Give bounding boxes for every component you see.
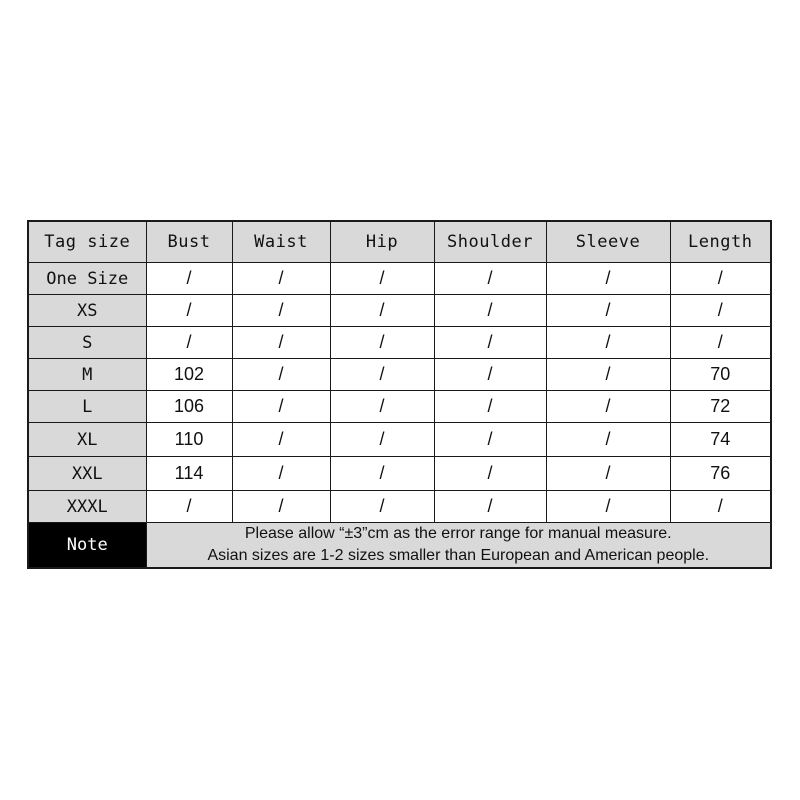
waist-cell: / [232,263,330,295]
length-cell: / [670,295,771,327]
shoulder-cell: / [434,457,546,491]
sleeve-cell: / [546,391,670,423]
header-tag-size: Tag size [28,221,146,263]
header-bust: Bust [146,221,232,263]
table-row [28,263,771,295]
shoulder-cell: / [434,263,546,295]
waist-cell: / [232,423,330,457]
header-sleeve: Sleeve [546,221,670,263]
waist-cell: / [232,457,330,491]
hip-cell: / [330,327,434,359]
bust-cell: / [146,327,232,359]
sleeve-cell: / [546,359,670,391]
hip-cell: / [330,491,434,523]
length-cell: 74 [670,423,771,457]
header-length: Length [670,221,771,263]
length-cell: / [670,263,771,295]
table-header-row [28,221,771,263]
sleeve-cell: / [546,327,670,359]
table-row [28,457,771,491]
table-row [28,327,771,359]
bust-cell: 102 [146,359,232,391]
sleeve-cell: / [546,263,670,295]
header-waist: Waist [232,221,330,263]
tag-size-cell: XXL [28,457,146,491]
table-row [28,391,771,423]
length-cell: / [670,327,771,359]
table-row [28,359,771,391]
hip-cell: / [330,295,434,327]
table-row [28,423,771,457]
shoulder-cell: / [434,423,546,457]
hip-cell: / [330,423,434,457]
table-row [28,491,771,523]
hip-cell: / [330,263,434,295]
waist-cell: / [232,391,330,423]
note-line-asian-sizes: Asian sizes are 1-2 sizes smaller than European and American people. [207,547,710,564]
note-label: Note [28,523,146,569]
note-text [146,523,771,569]
bust-cell: 110 [146,423,232,457]
bust-cell: 106 [146,391,232,423]
sleeve-cell: / [546,423,670,457]
tag-size-cell: XL [28,423,146,457]
hip-cell: / [330,391,434,423]
tag-size-cell: XS [28,295,146,327]
note-line-error-range: Please allow “±3”cm as the error range for manual measure. [244,525,672,542]
bust-cell: 114 [146,457,232,491]
shoulder-cell: / [434,391,546,423]
length-cell: 70 [670,359,771,391]
sleeve-cell: / [546,295,670,327]
hip-cell: / [330,457,434,491]
bust-cell: / [146,491,232,523]
shoulder-cell: / [434,327,546,359]
header-hip: Hip [330,221,434,263]
tag-size-cell: One Size [28,263,146,295]
shoulder-cell: / [434,359,546,391]
waist-cell: / [232,491,330,523]
length-cell: 76 [670,457,771,491]
waist-cell: / [232,327,330,359]
bust-cell: / [146,295,232,327]
header-shoulder: Shoulder [434,221,546,263]
tag-size-cell: M [28,359,146,391]
bust-cell: / [146,263,232,295]
tag-size-cell: XXXL [28,491,146,523]
shoulder-cell: / [434,491,546,523]
tag-size-cell: L [28,391,146,423]
table-row [28,295,771,327]
size-chart-table [27,220,772,569]
hip-cell: / [330,359,434,391]
waist-cell: / [232,295,330,327]
length-cell: 72 [670,391,771,423]
waist-cell: / [232,359,330,391]
tag-size-cell: S [28,327,146,359]
length-cell: / [670,491,771,523]
shoulder-cell: / [434,295,546,327]
sleeve-cell: / [546,491,670,523]
sleeve-cell: / [546,457,670,491]
note-row [28,523,771,569]
